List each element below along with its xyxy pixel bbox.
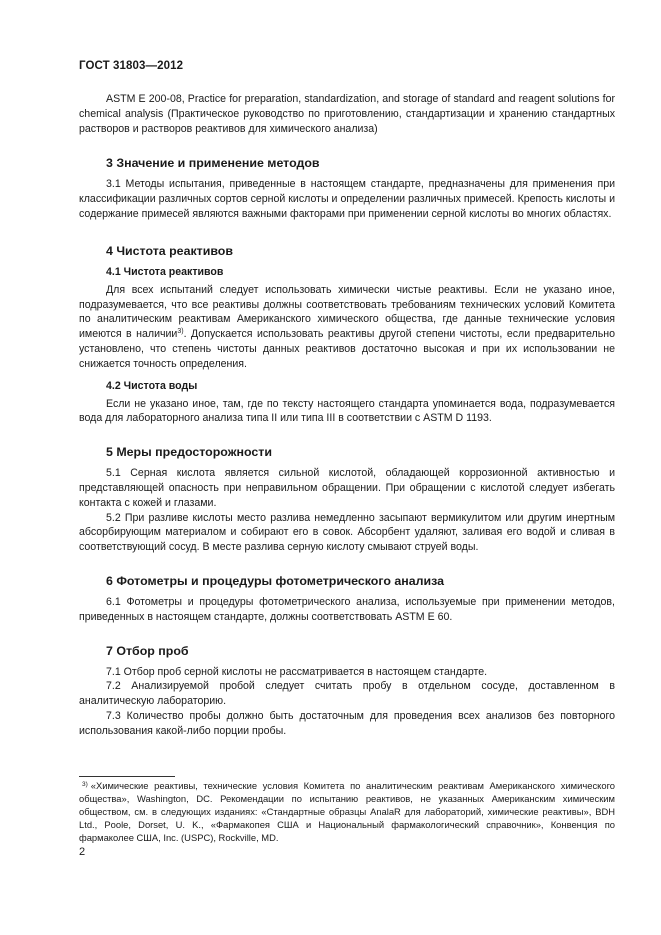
section-4-1-text-before: Для всех испытаний следует использовать химически чистые реактивы. Если не указано иное, подразумевается, что все реактивы должны соответствовать требованиям технических условий Комитета по аналитическим реактивам Американского химического общества, где данные технические условия имеются в наличии xyxy=(79,283,615,341)
footnote-text xyxy=(79,779,615,844)
footnote-body: «Химические реактивы, технические условия Комитета по аналитическим реактивам Американского химического общества», Washington, DC. Рекомендации по испытанию реактивов, не указанных Американским химическим обществом, см. в следующих изданиях: «Стандартные образцы AnalaR для лабораторий, химические реактивы», BDH Ltd., Poole, Dorset, U. K., «Фармакопея США и Национальный фармакологический справочник», Конвенция по фармаколее США, Inc. (USPC), Rockville, MD. xyxy=(79,780,615,843)
footnote xyxy=(79,779,615,844)
intro-reference: ASTM E 200-08, Practice for preparation, standardization, and storage of standard and reagent solutions for chemical analysis (Практическое руководство по приготовлению, стандартизации и хранению стандартных растворов и растворов реактивов для химического анализа) xyxy=(79,93,615,135)
section-4-2-title: 4.2 Чистота воды xyxy=(106,379,198,392)
footnote-reference: 3) xyxy=(177,328,184,336)
section-4-1-text-after: . Допускается использовать реактивы другой степени чистоты, если предварительно установлено, что степень чистоты данных реактивов достаточно высокая и при их использовании не снижается точность определения. xyxy=(79,328,615,370)
section-4-title: 4 Чистота реактивов xyxy=(106,243,233,258)
section-4-2-paragraph: Если не указано иное, там, где по тексту настоящего стандарта упоминается вода, подразумевается вода для лабораторного анализа типа II или типа III в соответствии с ASTM D 1193. xyxy=(79,397,615,425)
section-6-paragraph-1: 6.1 Фотометры и процедуры фотометрического анализа, используемые при применении методов, приведенных в настоящем стандарте, должны соответствовать ASTM E 60. xyxy=(79,595,615,623)
section-3-paragraph-1: 3.1 Методы испытания, приведенные в настоящем стандарте, предназначены для применения при классификации различных сортов серной кислоты и определении различных примесей. Крепость кислоты и содержание примесей являются важными факторами при применении серной кислоты во многих областях. xyxy=(79,178,615,220)
section-5-title: 5 Меры предосторожности xyxy=(106,445,272,460)
section-5-paragraph-1: 5.1 Серная кислота является сильной кислотой, обладающей коррозионной активностью и представляющей опасность при неправильном обращении. При обращении с кислотой следует избегать контакта с кожей и глазами. xyxy=(79,467,615,509)
page-header-standard: ГОСТ 31803—2012 xyxy=(79,60,184,72)
section-4-1-title: 4.1 Чистота реактивов xyxy=(106,265,224,278)
section-5-paragraph-2: 5.2 При разливе кислоты место разлива немедленно засыпают вермикулитом или другим инертным абсорбирующим материалом и собирают его в совок. Абсорбент удаляют, заливая его водой и сливая в соответствующий сосуд. В месте разлива серную кислоту смывают струей воды. xyxy=(79,511,615,554)
section-6-title: 6 Фотометры и процедуры фотометрического анализа xyxy=(106,573,445,588)
page-number: 2 xyxy=(79,846,86,858)
section-7-paragraph-2: 7.2 Анализируемой пробой следует считать пробу в отдельном сосуде, доставленном в аналитическую лабораторию. xyxy=(79,680,615,708)
section-7-paragraph-1: 7.1 Отбор проб серной кислоты не рассматривается в настоящем стандарте. xyxy=(106,665,488,678)
footnote-mark: 3) xyxy=(82,781,88,788)
document-body xyxy=(79,92,615,739)
section-3-title: 3 Значение и применение методов xyxy=(106,156,320,171)
footnote-divider xyxy=(79,776,175,777)
section-7-paragraph-3: 7.3 Количество пробы должно быть достаточным для проведения всех анализов без повторного использования какой-либо порции пробы. xyxy=(79,709,615,737)
section-7-title: 7 Отбор проб xyxy=(106,643,189,658)
section-4-1-paragraph xyxy=(79,283,615,372)
